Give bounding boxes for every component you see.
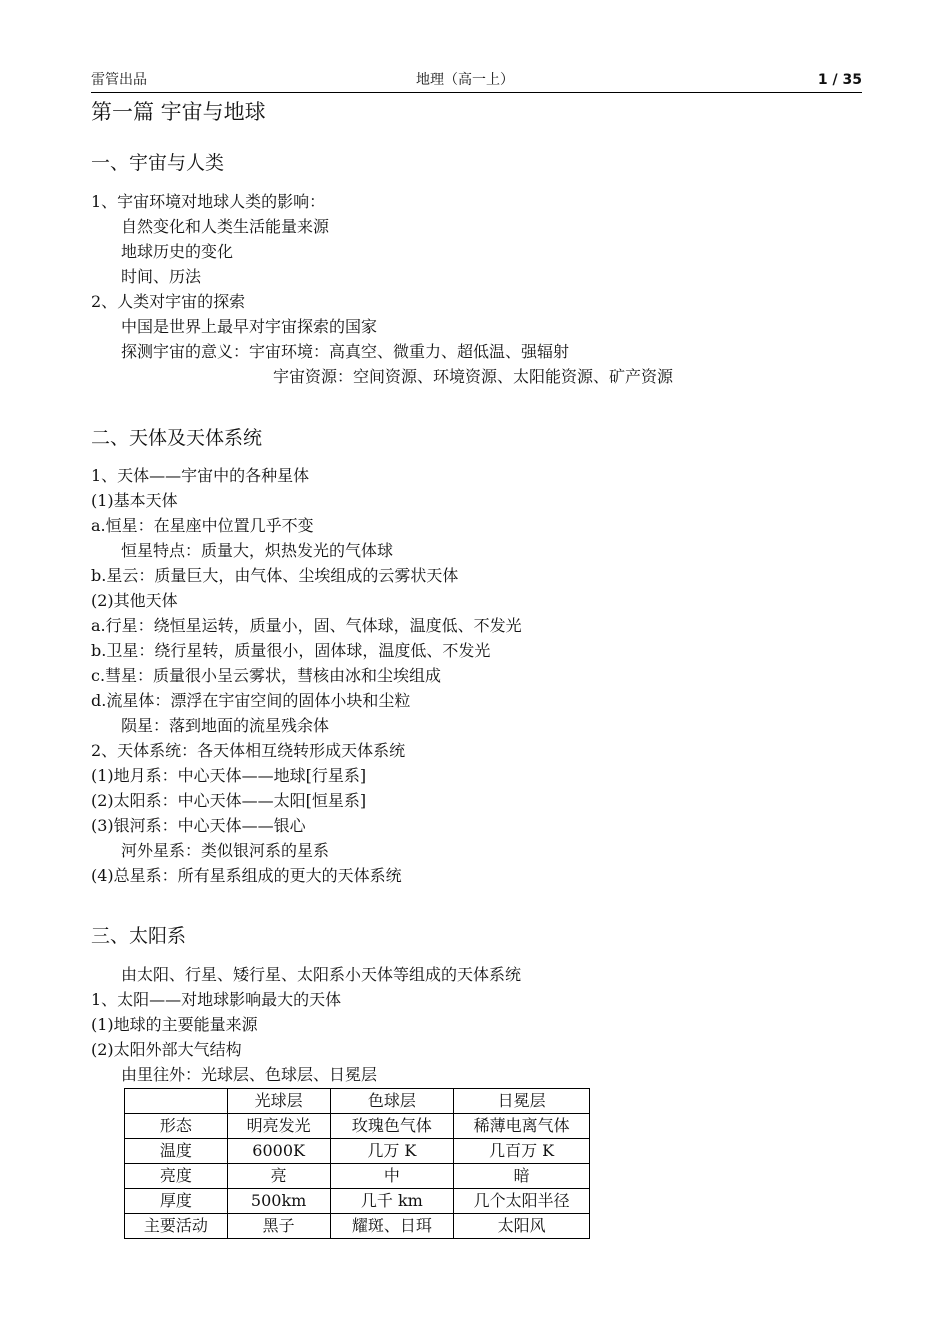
text-line: 地球历史的变化 — [121, 242, 234, 261]
table-cell: 黑子 — [227, 1214, 330, 1239]
text-line: 2、天体系统：各天体相互绕转形成天体系统 — [91, 741, 406, 760]
solar-atmosphere-table — [124, 1088, 590, 1239]
text-line: 2、人类对宇宙的探索 — [91, 292, 246, 311]
text-line: 1、太阳——对地球影响最大的天体 — [91, 990, 342, 1009]
table-row — [125, 1189, 590, 1214]
text-line: 1、天体——宇宙中的各种星体 — [91, 466, 310, 485]
table-cell: 主要活动 — [125, 1214, 228, 1239]
header-subject: 地理（高一上） — [416, 72, 514, 88]
header-page-number: 1 / 35 — [817, 72, 862, 88]
text-line: a.恒星：在星座中位置几乎不变 — [91, 516, 314, 535]
text-line: d.流星体：漂浮在宇宙空间的固体小块和尘粒 — [91, 691, 411, 710]
text-line: c.彗星：质量很小呈云雾状，彗核由冰和尘埃组成 — [91, 666, 442, 685]
section-heading-celestial-bodies: 二、天体及天体系统 — [91, 427, 263, 449]
text-line: 自然变化和人类生活能量来源 — [121, 217, 330, 236]
text-line: 由里往外：光球层、色球层、日冕层 — [121, 1065, 378, 1084]
section-heading-universe-humanity: 一、宇宙与人类 — [91, 152, 225, 174]
table-cell: 6000K — [227, 1139, 330, 1164]
table-cell: 厚度 — [125, 1189, 228, 1214]
table-cell: 亮 — [227, 1164, 330, 1189]
text-line: (4)总星系：所有星系组成的更大的天体系统 — [91, 866, 402, 885]
text-line: 宇宙资源：空间资源、环境资源、太阳能资源、矿产资源 — [273, 367, 674, 386]
text-line: 中国是世界上最早对宇宙探索的国家 — [121, 317, 378, 336]
text-line: (2)太阳外部大气结构 — [91, 1040, 242, 1059]
text-line: 时间、历法 — [121, 267, 202, 286]
table-cell: 亮度 — [125, 1164, 228, 1189]
text-line: b.卫星：绕行星转，质量很小，固体球，温度低、不发光 — [91, 641, 491, 660]
table-cell: 几千 km — [330, 1189, 454, 1214]
table-cell: 明亮发光 — [227, 1114, 330, 1139]
text-line: b.星云：质量巨大，由气体、尘埃组成的云雾状天体 — [91, 566, 459, 585]
table-header-row — [125, 1089, 590, 1114]
text-line: 由太阳、行星、矮行星、太阳系小天体等组成的天体系统 — [121, 965, 522, 984]
table-cell: 500km — [227, 1189, 330, 1214]
table-header-cell: 日冕层 — [454, 1089, 590, 1114]
text-line: 探测宇宙的意义：宇宙环境：高真空、微重力、超低温、强辐射 — [121, 342, 570, 361]
text-line: (1)地月系：中心天体——地球[行星系] — [91, 766, 367, 785]
text-line: (2)其他天体 — [91, 591, 178, 610]
text-line: a.行星：绕恒星运转，质量小，固、气体球，温度低、不发光 — [91, 616, 522, 635]
table-cell: 几万 K — [330, 1139, 454, 1164]
table-cell: 中 — [330, 1164, 454, 1189]
table-cell: 玫瑰色气体 — [330, 1114, 454, 1139]
text-line: 1、宇宙环境对地球人类的影响： — [91, 192, 326, 211]
table-cell: 温度 — [125, 1139, 228, 1164]
text-line: (1)基本天体 — [91, 491, 178, 510]
table-cell: 太阳风 — [454, 1214, 590, 1239]
table-cell: 几百万 K — [454, 1139, 590, 1164]
text-line: (2)太阳系：中心天体——太阳[恒星系] — [91, 791, 367, 810]
table-row — [125, 1139, 590, 1164]
table-row — [125, 1164, 590, 1189]
header-publisher: 雷管出品 — [91, 72, 147, 88]
section-heading-solar-system: 三、太阳系 — [91, 925, 187, 947]
text-line: (1)地球的主要能量来源 — [91, 1015, 258, 1034]
table-cell: 暗 — [454, 1164, 590, 1189]
table-cell: 形态 — [125, 1114, 228, 1139]
table-cell: 耀斑、日珥 — [330, 1214, 454, 1239]
text-line: 河外星系：类似银河系的星系 — [121, 841, 330, 860]
text-line: 恒星特点：质量大，炽热发光的气体球 — [121, 541, 394, 560]
table-cell: 几个太阳半径 — [454, 1189, 590, 1214]
page-header — [91, 66, 862, 93]
table-header-cell — [125, 1089, 228, 1114]
table-cell: 稀薄电离气体 — [454, 1114, 590, 1139]
text-line: (3)银河系：中心天体——银心 — [91, 816, 306, 835]
table-row — [125, 1214, 590, 1239]
table-row — [125, 1114, 590, 1139]
text-line: 陨星：落到地面的流星残余体 — [121, 716, 330, 735]
table-header-cell: 色球层 — [330, 1089, 454, 1114]
document-title: 第一篇 宇宙与地球 — [91, 100, 266, 124]
table-header-cell: 光球层 — [227, 1089, 330, 1114]
